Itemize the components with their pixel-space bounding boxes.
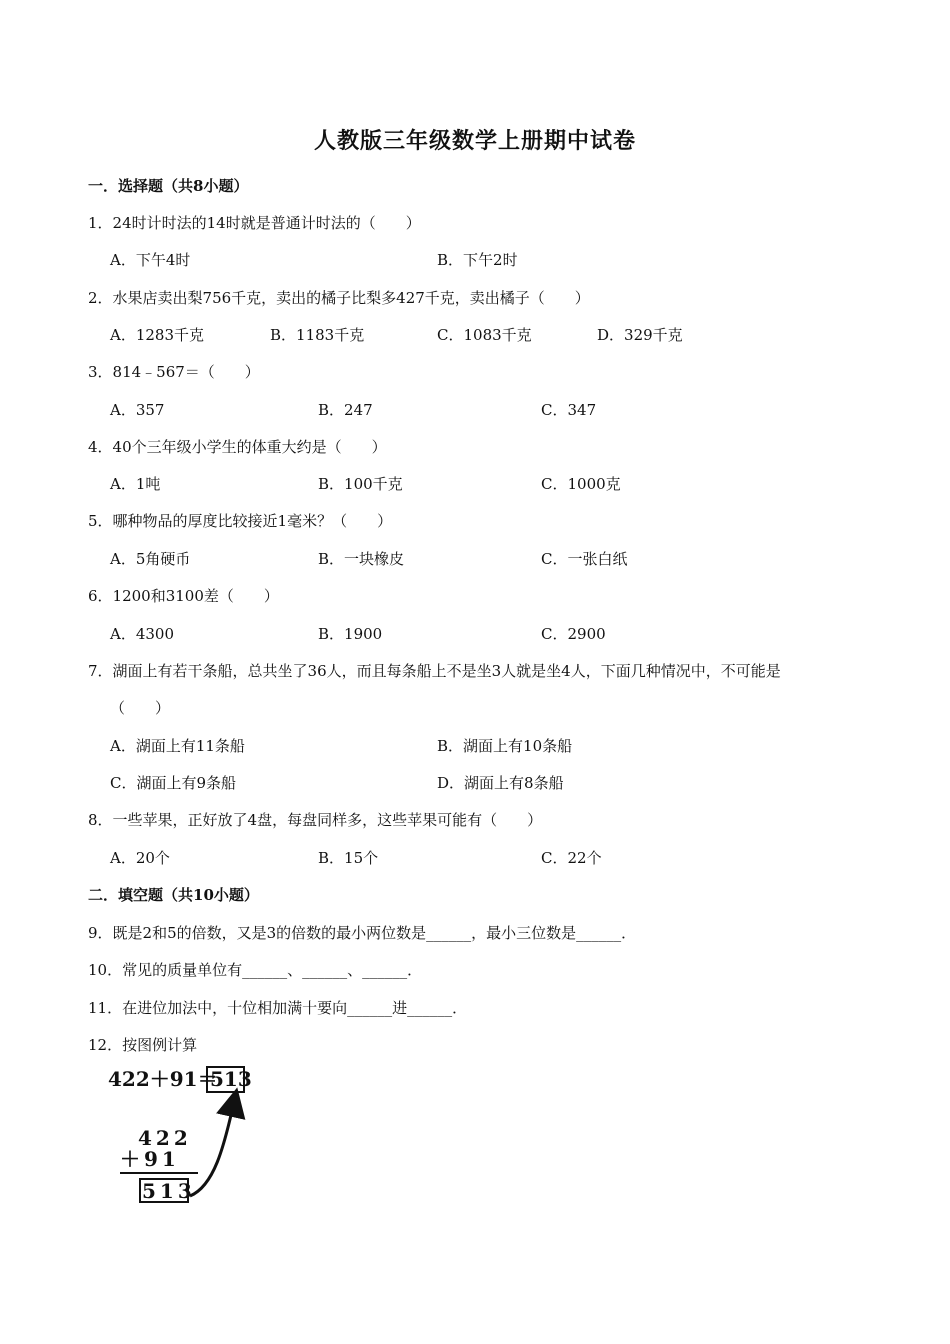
option-a: A．20个 [110,849,170,867]
option-d: D．湖面上有8条船 [437,774,564,792]
option-c: C．一张白纸 [541,550,628,568]
option-c: C．347 [541,401,597,419]
page-title: 人教版三年级数学上册期中试卷 [313,128,636,154]
addition-example-figure [106,1062,251,1212]
question-8: 8．一些苹果，正好放了4盘，每盘同样多，这些苹果可能有（ ） [88,811,543,829]
option-a: A．1吨 [110,475,161,493]
option-a: A．357 [110,401,165,419]
option-a: A．湖面上有11条船 [110,737,245,755]
question-4: 4．40个三年级小学生的体重大约是（ ） [88,438,387,456]
vertical-sum: 513 [142,1179,196,1203]
option-b: B．下午2时 [437,251,518,269]
question-7-continuation: （ ） [110,699,171,717]
question-6: 6．1200和3100差（ ） [88,587,279,605]
option-d: D．329千克 [597,326,683,344]
question-9: 9．既是2和5的倍数，又是3的倍数的最小两位数是______，最小三位数是______． [88,924,637,942]
question-3: 3．814﹣567＝（ ） [88,363,260,381]
question-12: 12．按图例计算 [88,1036,198,1054]
result-text: 513 [210,1067,251,1091]
option-c: C．22个 [541,849,602,867]
option-a: A．5角硬币 [110,550,191,568]
option-b: B．一块橡皮 [318,550,405,568]
option-c: C．2900 [541,625,606,643]
option-c: C．1083千克 [437,326,532,344]
arrow-icon [190,1102,234,1196]
option-c: C．1000克 [541,475,621,493]
question-7: 7．湖面上有若干条船，总共坐了36人，而且每条船上不是坐3人就是坐4人，下面几种情况中，不可能是 [88,662,781,680]
section-heading-choice: 一．选择题（共8小题） [88,177,249,195]
option-b: B．1183千克 [270,326,365,344]
option-b: B．247 [318,401,373,419]
question-10: 10．常见的质量单位有______、______、______． [88,961,423,979]
option-b: B．100千克 [318,475,403,493]
option-c: C．湖面上有9条船 [110,774,237,792]
vertical-addend: ＋91 [120,1147,180,1171]
vertical-top-number: 422 [138,1126,192,1150]
question-11: 11．在进位加法中，十位相加满十要向______进______． [88,999,468,1017]
question-2: 2．水果店卖出梨756千克，卖出的橘子比梨多427千克，卖出橘子（ ） [88,289,590,307]
option-b: B．1900 [318,625,383,643]
option-a: A．1283千克 [110,326,205,344]
equation-text: 422＋91＝ [108,1067,218,1091]
option-b: B．15个 [318,849,379,867]
question-1: 1．24时计时法的14时就是普通计时法的（ ） [88,214,421,232]
section-heading-fill: 二．填空题（共10小题） [88,886,259,904]
question-5: 5．哪种物品的厚度比较接近1毫米？（ ） [88,512,393,530]
option-a: A．4300 [110,625,175,643]
option-b: B．湖面上有10条船 [437,737,573,755]
option-a: A．下午4时 [110,251,191,269]
addition-diagram [106,1062,251,1208]
